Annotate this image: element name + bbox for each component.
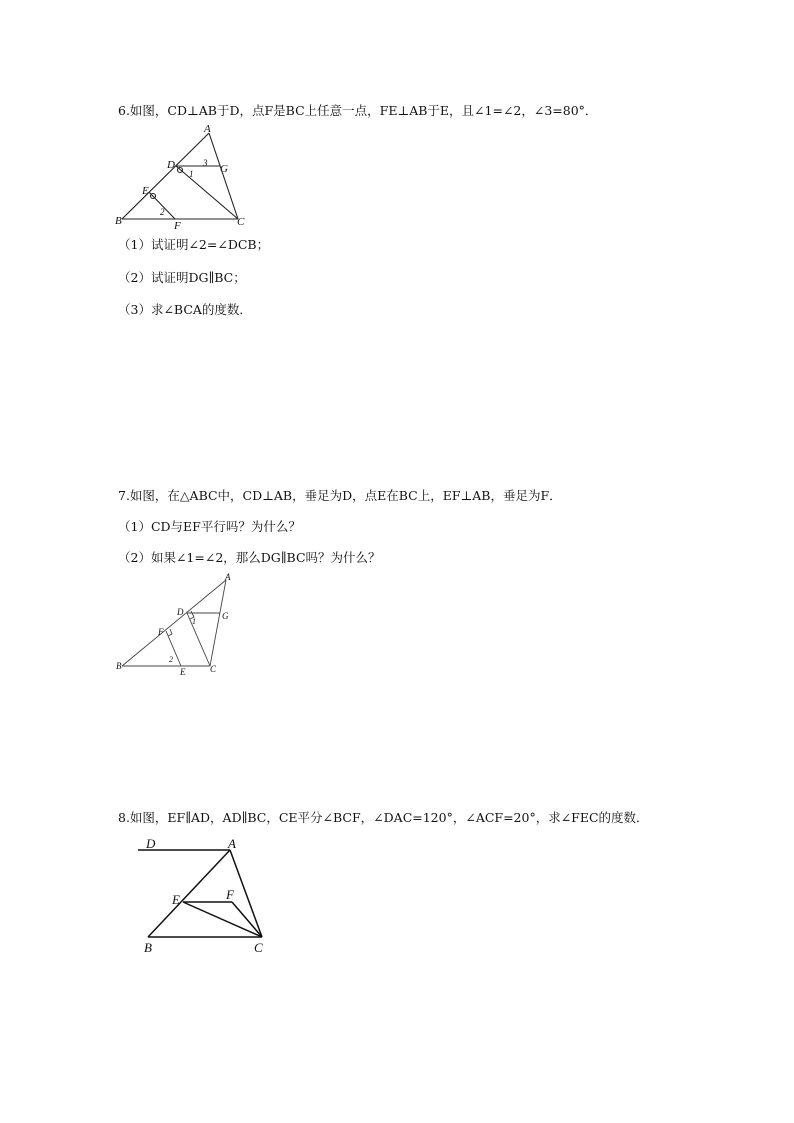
fig7-label-E: E — [180, 667, 186, 677]
fig8-label-F: F — [226, 887, 234, 902]
fig8-label-E: E — [172, 892, 180, 907]
fig8-label-D: D — [146, 836, 156, 851]
problem-7-part-2: （2）如果∠1=∠2，那么DG∥BC吗？为什么？ — [118, 550, 381, 565]
problem-6-stem: 6.如图，CD⊥AB于D，点F是BC上任意一点，FE⊥AB于E，且∠1=∠2，∠3=80°． — [118, 103, 598, 118]
fig6-label-A: A — [204, 123, 211, 135]
fig8-label-A: A — [228, 836, 236, 851]
fig6-label-G: G — [220, 163, 228, 175]
fig7-angle-2: 2 — [169, 655, 173, 664]
fig6-angle-2: 2 — [160, 207, 165, 217]
fig6-label-B: B — [115, 215, 122, 227]
problem-6-part-3: （3）求∠BCA的度数． — [118, 302, 252, 317]
fig7-label-B: B — [116, 661, 122, 671]
problem-7-part-1: （1）CD与EF平行吗？为什么？ — [118, 519, 301, 534]
problem-6-part-2: （2）试证明DG∥BC； — [118, 270, 246, 285]
fig7-angle-1: 1 — [192, 617, 196, 626]
fig7-label-C: C — [210, 664, 217, 674]
fig8-label-C: C — [254, 940, 263, 955]
fig6-label-E: E — [142, 185, 149, 197]
problem-7-stem: 7.如图，在△ABC中，CD⊥AB，垂足为D，点E在BC上，EF⊥AB，垂足为F． — [118, 488, 562, 503]
fig7-label-A: A — [225, 572, 231, 582]
problem-6-figure — [112, 122, 272, 232]
fig8-label-B: B — [144, 940, 152, 955]
fig6-angle-3: 3 — [203, 158, 208, 168]
fig7-label-F: F — [158, 627, 164, 637]
fig6-angle-1: 1 — [189, 169, 194, 179]
fig6-label-F: F — [174, 220, 181, 232]
problem-7-figure — [112, 570, 252, 680]
fig7-label-D: D — [177, 607, 184, 617]
problem-6-part-1: （1）试证明∠2=∠DCB； — [118, 237, 270, 252]
fig7-label-G: G — [222, 611, 229, 621]
fig6-label-C: C — [237, 216, 245, 228]
problem-8-figure — [138, 835, 298, 955]
problem-8-stem: 8.如图，EF∥AD，AD∥BC，CE平分∠BCF，∠DAC=120°，∠ACF=20°，求∠FEC的度数． — [118, 810, 649, 825]
fig6-label-D: D — [167, 159, 175, 171]
